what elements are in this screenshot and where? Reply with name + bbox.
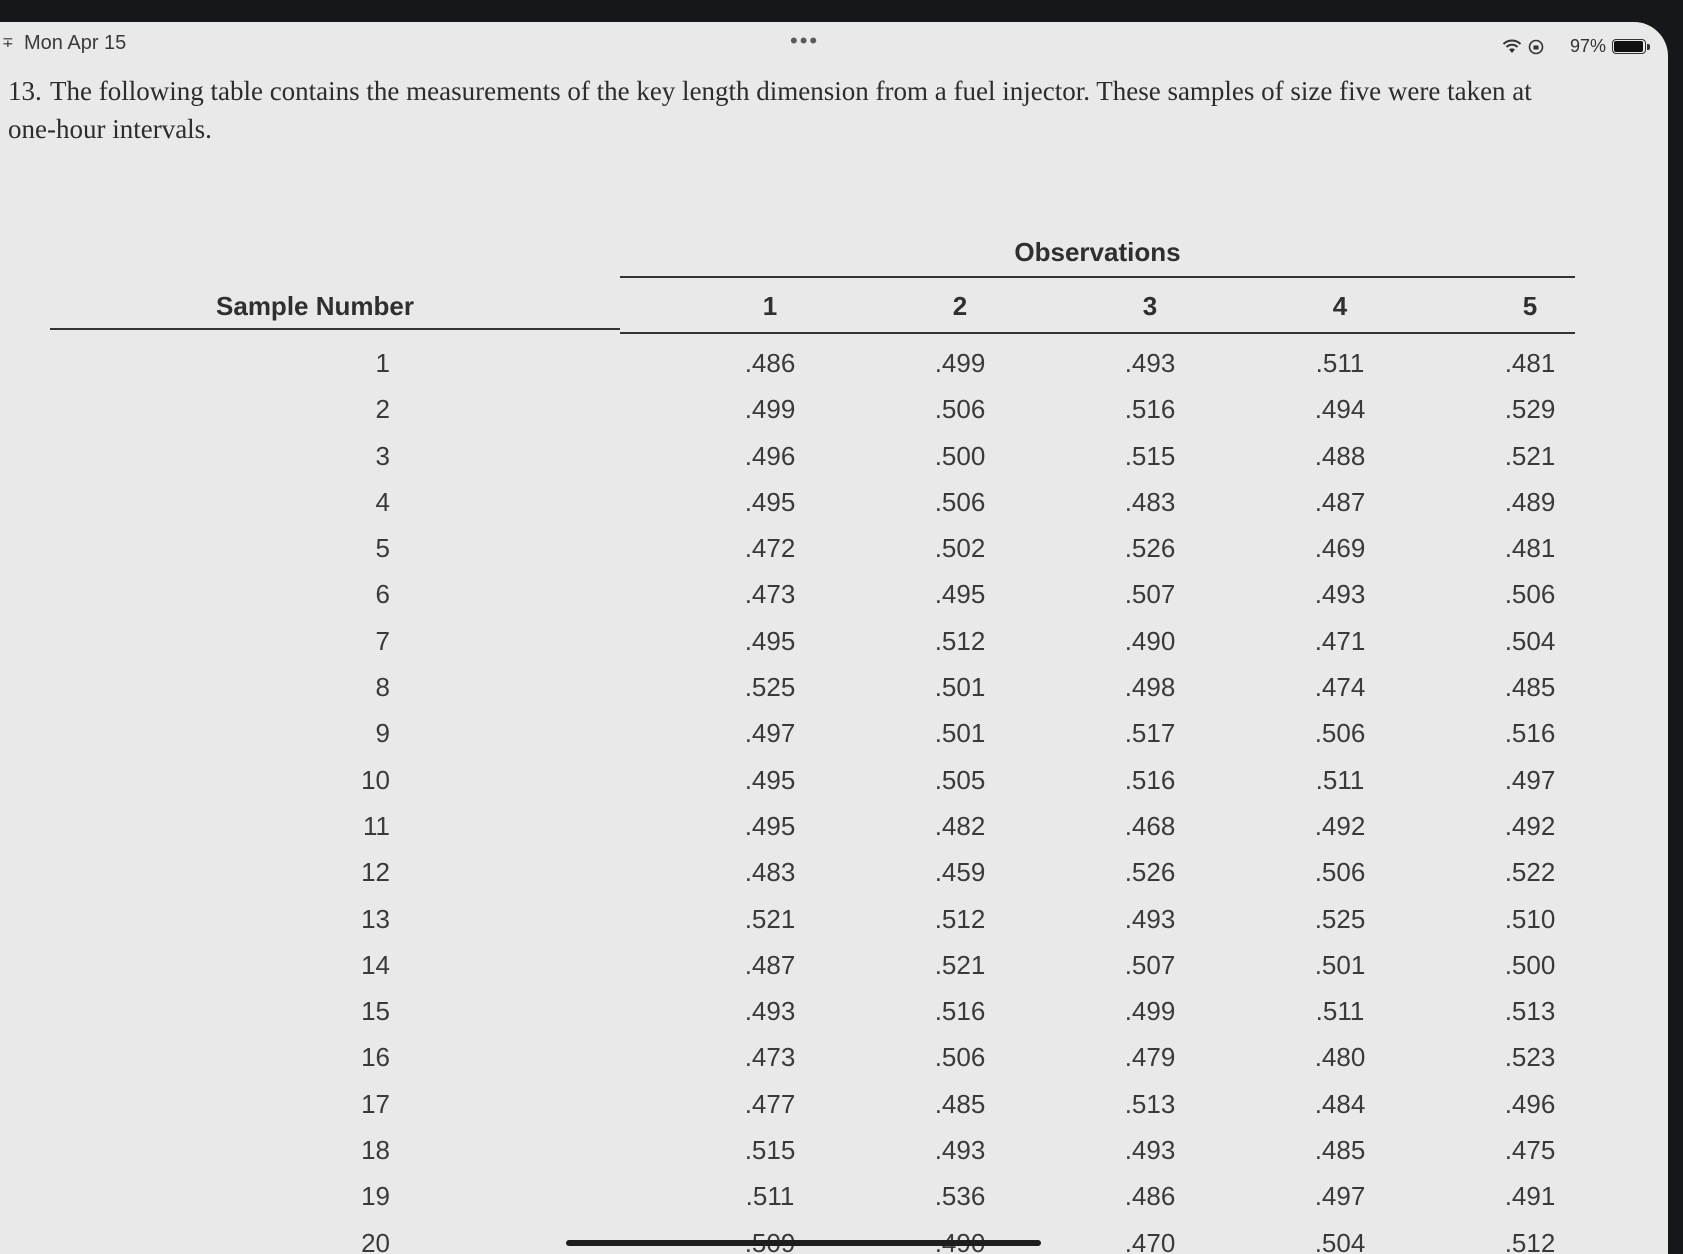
header-observation-2: 2 bbox=[952, 291, 968, 321]
observation-cell: .515 bbox=[744, 1135, 796, 1166]
sample-number-cell: 2 bbox=[375, 394, 390, 425]
observation-cell: .497 bbox=[744, 718, 796, 749]
status-icons bbox=[1502, 36, 1646, 57]
observation-cell: .495 bbox=[934, 579, 986, 610]
observation-cell: .536 bbox=[934, 1181, 986, 1212]
table-row bbox=[50, 710, 1575, 756]
observation-cell: .473 bbox=[744, 1042, 796, 1073]
observation-cell: .486 bbox=[744, 348, 796, 378]
moon-icon bbox=[1550, 39, 1564, 55]
observation-cell: .495 bbox=[744, 764, 796, 795]
observations-group-header: Observations bbox=[1014, 237, 1181, 267]
sample-number-cell: 9 bbox=[375, 718, 390, 749]
table-row bbox=[50, 386, 1575, 432]
observation-cell: .486 bbox=[1124, 1181, 1176, 1212]
sample-number-cell: 16 bbox=[361, 1042, 390, 1073]
table-row bbox=[50, 340, 1575, 386]
table-row bbox=[50, 479, 1575, 525]
observation-cell: .525 bbox=[744, 672, 796, 703]
table-row bbox=[50, 1081, 1575, 1127]
observation-cell: .507 bbox=[1124, 949, 1176, 980]
observation-cell: .484 bbox=[1314, 1088, 1366, 1119]
observation-cell: .506 bbox=[934, 394, 986, 425]
status-bar bbox=[0, 22, 1668, 62]
observation-cell: .496 bbox=[1504, 1088, 1556, 1119]
observation-cell: .512 bbox=[1504, 1227, 1556, 1254]
observation-cell bbox=[860, 1220, 1060, 1254]
header-observation-1: 1 bbox=[762, 291, 778, 321]
sample-number-cell: 18 bbox=[361, 1135, 390, 1166]
observation-cell: .529 bbox=[1504, 394, 1556, 425]
header-observation-4: 4 bbox=[1332, 291, 1348, 321]
observation-cell: .474 bbox=[1314, 672, 1366, 703]
observation-cell: .494 bbox=[1314, 394, 1366, 425]
observation-cell: .485 bbox=[1314, 1135, 1366, 1166]
observation-cell: .493 bbox=[744, 996, 796, 1027]
observation-cell: .487 bbox=[744, 949, 796, 980]
observation-cell: .493 bbox=[1314, 579, 1366, 610]
observation-cell: .511 bbox=[1315, 764, 1365, 795]
observation-cell: .500 bbox=[934, 440, 986, 471]
observation-cell: .516 bbox=[1504, 718, 1556, 749]
battery-icon bbox=[1612, 39, 1646, 54]
observation-cell: .459 bbox=[934, 857, 986, 888]
header-sample-number: Sample Number bbox=[216, 291, 414, 321]
observation-cell: .468 bbox=[1124, 810, 1176, 841]
observation-cell: .501 bbox=[934, 718, 986, 749]
observation-cell: .513 bbox=[1504, 996, 1556, 1027]
observation-cell: .495 bbox=[744, 625, 796, 656]
sample-number-cell: 19 bbox=[361, 1181, 390, 1212]
observation-cell: .515 bbox=[1124, 440, 1176, 471]
table-row bbox=[50, 1173, 1575, 1219]
tablet-screen bbox=[0, 22, 1668, 1254]
question-block bbox=[8, 72, 1568, 148]
sample-number-cell: 15 bbox=[361, 996, 390, 1027]
sample-number-cell: 20 bbox=[361, 1227, 390, 1254]
observation-cell: .506 bbox=[1314, 857, 1366, 888]
observation-cell: .493 bbox=[934, 1135, 986, 1166]
observation-cell: .487 bbox=[1314, 486, 1366, 517]
sample-number-cell: 4 bbox=[375, 486, 390, 517]
status-left-glyph: ∓ bbox=[2, 34, 14, 50]
table-row bbox=[50, 571, 1575, 617]
sample-number-cell: 10 bbox=[361, 764, 390, 795]
observation-cell: .483 bbox=[1124, 486, 1176, 517]
observation-cell: .489 bbox=[1504, 486, 1556, 517]
sample-number-cell: 3 bbox=[375, 440, 390, 471]
observation-cell: .501 bbox=[1314, 949, 1366, 980]
sample-number-cell: 12 bbox=[361, 857, 390, 888]
table-body bbox=[50, 340, 1575, 1254]
observation-cell: .495 bbox=[744, 486, 796, 517]
sample-number-cell: 8 bbox=[375, 672, 390, 703]
observation-cell: .480 bbox=[1314, 1042, 1366, 1073]
observation-cell: .516 bbox=[1124, 764, 1176, 795]
table-row bbox=[50, 757, 1575, 803]
observation-cell: .481 bbox=[1504, 348, 1556, 378]
observation-cell: .498 bbox=[1124, 672, 1176, 703]
table-row bbox=[50, 664, 1575, 710]
observation-cell: .499 bbox=[744, 394, 796, 425]
observation-cell: .485 bbox=[934, 1088, 986, 1119]
sample-number-cell: 14 bbox=[361, 949, 390, 980]
observation-cell: .506 bbox=[934, 486, 986, 517]
observation-cell: .523 bbox=[1504, 1042, 1556, 1073]
observation-cell: .479 bbox=[1124, 1042, 1176, 1073]
observation-cell: .506 bbox=[1504, 579, 1556, 610]
multitasking-dots-icon[interactable]: ••• bbox=[790, 28, 820, 53]
observation-cell: .475 bbox=[1504, 1135, 1556, 1166]
question-text: The following table contains the measurements of the key length dimension from a fuel injector. These samples of size five were taken at one-hour intervals. bbox=[8, 76, 1532, 144]
observation-cell: .512 bbox=[934, 903, 986, 934]
table-row bbox=[50, 896, 1575, 942]
table-row bbox=[50, 525, 1575, 571]
observation-cell: .499 bbox=[1124, 996, 1176, 1027]
table-row bbox=[50, 849, 1575, 895]
observation-cell: .470 bbox=[1124, 1227, 1176, 1254]
observation-cell: .497 bbox=[1504, 764, 1556, 795]
table-row bbox=[50, 1127, 1575, 1173]
observation-cell: .492 bbox=[1314, 810, 1366, 841]
observation-cell: .493 bbox=[1124, 1135, 1176, 1166]
observation-cell: .488 bbox=[1314, 440, 1366, 471]
sample-number-cell: 11 bbox=[363, 810, 390, 841]
table-row bbox=[50, 433, 1575, 479]
observation-cell: .504 bbox=[1314, 1227, 1366, 1254]
observation-cell: .505 bbox=[934, 764, 986, 795]
observations-rule bbox=[620, 276, 1575, 278]
observation-cell: .490 bbox=[1124, 625, 1176, 656]
observation-cell: .516 bbox=[934, 996, 986, 1027]
observation-cell: .493 bbox=[1124, 903, 1176, 934]
observation-cell: .482 bbox=[934, 810, 986, 841]
table-row bbox=[50, 618, 1575, 664]
observation-cell: .495 bbox=[744, 810, 796, 841]
table-row bbox=[50, 803, 1575, 849]
observation-cell: .513 bbox=[1124, 1088, 1176, 1119]
observation-cell: .499 bbox=[934, 348, 986, 378]
observation-cell: .504 bbox=[1504, 625, 1556, 656]
observation-cell: .502 bbox=[934, 533, 986, 564]
table-row bbox=[50, 942, 1575, 988]
observation-cell: .493 bbox=[1124, 348, 1176, 378]
header-observation-3: 3 bbox=[1142, 291, 1158, 321]
table-row bbox=[50, 988, 1575, 1034]
home-indicator[interactable] bbox=[566, 1240, 1041, 1246]
observation-cell: .511 bbox=[745, 1181, 795, 1212]
observation-cell: .471 bbox=[1314, 625, 1366, 656]
observation-cell: .472 bbox=[744, 533, 796, 564]
observation-cell: .521 bbox=[744, 903, 796, 934]
sample-number-cell: 13 bbox=[361, 903, 390, 934]
observation-cell: .512 bbox=[934, 625, 986, 656]
observation-cell: .506 bbox=[934, 1042, 986, 1073]
question-number: 13. bbox=[8, 76, 42, 106]
observation-cell: .507 bbox=[1124, 579, 1176, 610]
observation-cell: .496 bbox=[744, 440, 796, 471]
observation-cell: .469 bbox=[1314, 533, 1366, 564]
sample-number-cell: 5 bbox=[375, 533, 390, 564]
observation-cell: .510 bbox=[1504, 903, 1556, 934]
table-row bbox=[50, 1220, 1575, 1254]
observation-cell: .485 bbox=[1504, 672, 1556, 703]
observation-cell: .473 bbox=[744, 579, 796, 610]
battery-percent: 97% bbox=[1569, 36, 1606, 56]
observation-cell: .517 bbox=[1124, 718, 1176, 749]
observation-cell bbox=[670, 1220, 870, 1254]
sample-number-cell: 17 bbox=[361, 1088, 390, 1119]
column-headers bbox=[50, 284, 1575, 328]
observation-cell: .483 bbox=[744, 857, 796, 888]
observation-cell: .521 bbox=[1504, 440, 1556, 471]
observation-cell: .525 bbox=[1314, 903, 1366, 934]
observation-cell: .501 bbox=[934, 672, 986, 703]
observation-cell: .477 bbox=[744, 1088, 796, 1119]
screen-lock-icon bbox=[1528, 39, 1544, 55]
header-observation-5: 5 bbox=[1522, 291, 1538, 321]
battery-level bbox=[1614, 41, 1643, 52]
table-row bbox=[50, 1034, 1575, 1080]
observation-cell: .481 bbox=[1504, 533, 1556, 564]
status-time: Mon Apr 15 bbox=[24, 32, 127, 54]
observation-cell: .516 bbox=[1124, 394, 1176, 425]
sample-number-cell: 7 bbox=[375, 625, 390, 656]
observation-cell: .497 bbox=[1314, 1181, 1366, 1212]
observation-cell: .511 bbox=[1315, 996, 1365, 1027]
observation-cell: .492 bbox=[1504, 810, 1556, 841]
sample-number-cell: 1 bbox=[375, 348, 390, 378]
observation-cell: .526 bbox=[1124, 533, 1176, 564]
sample-number-cell: 6 bbox=[375, 579, 390, 610]
wifi-icon bbox=[1502, 39, 1522, 55]
observation-cell: .511 bbox=[1315, 348, 1365, 378]
header-rule-right bbox=[620, 332, 1575, 334]
observation-cell: .506 bbox=[1314, 718, 1366, 749]
observation-cell: .500 bbox=[1504, 949, 1556, 980]
observation-cell: .522 bbox=[1504, 857, 1556, 888]
observation-cell: .526 bbox=[1124, 857, 1176, 888]
observation-cell: .491 bbox=[1504, 1181, 1556, 1212]
header-rule-left bbox=[50, 328, 620, 330]
observation-cell: .521 bbox=[934, 949, 986, 980]
